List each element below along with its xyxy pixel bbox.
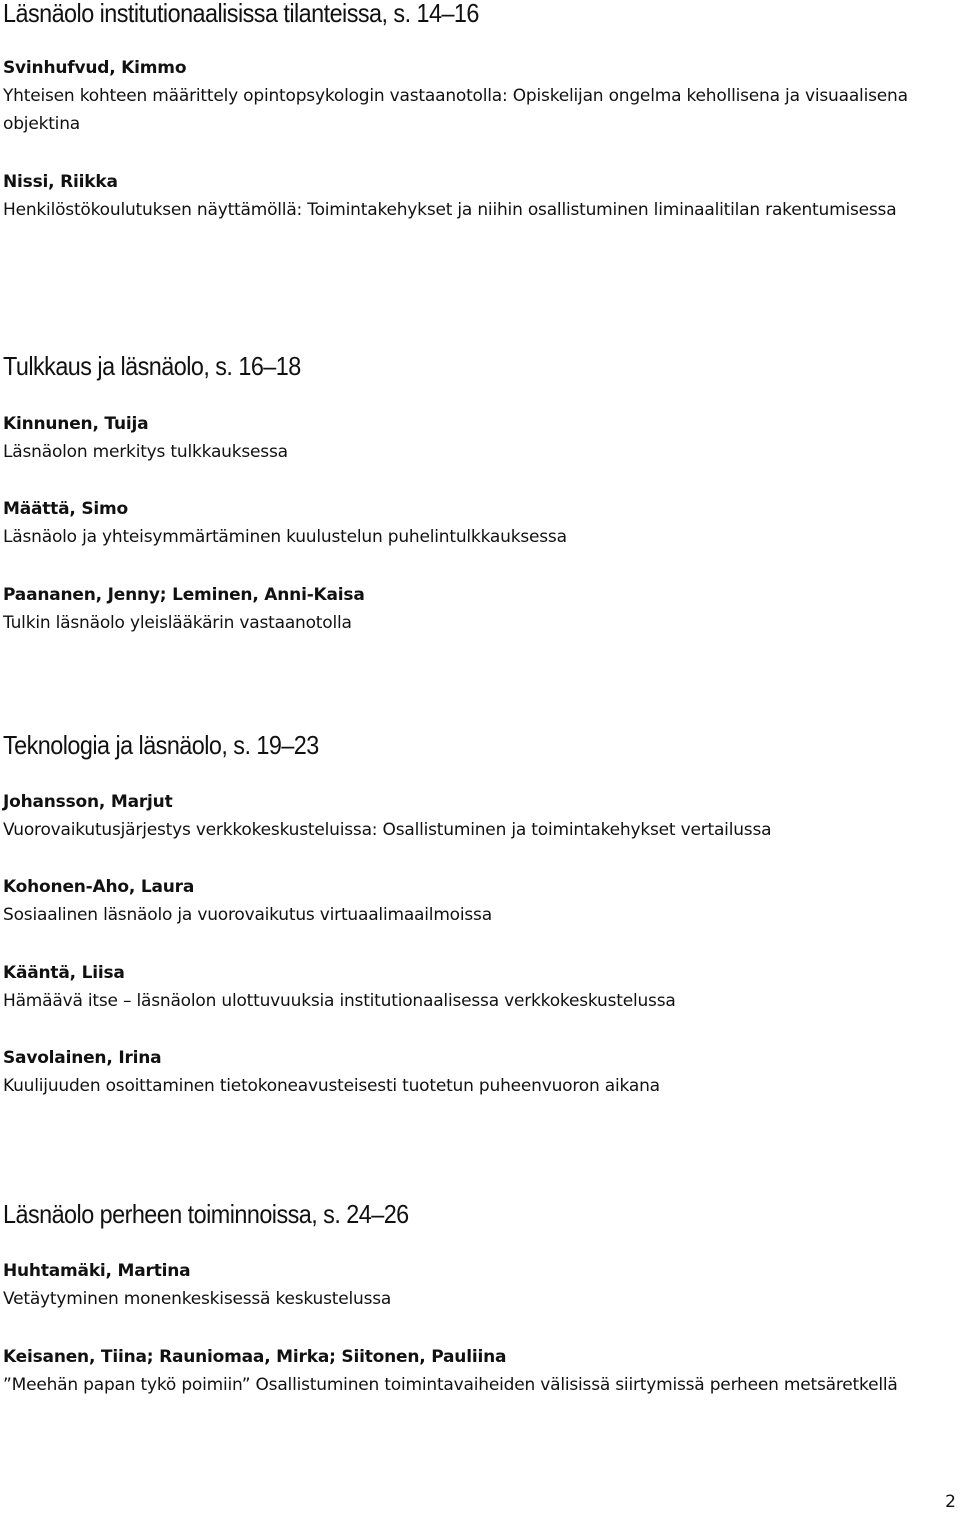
entry-title: Vuorovaikutusjärjestys verkkokeskusteluissa: Osallistuminen ja toimintakehykset vertailussa bbox=[3, 820, 772, 840]
entry-title: Sosiaalinen läsnäolo ja vuorovaikutus virtuaalimaailmoissa bbox=[3, 905, 492, 925]
entry-author: Paananen, Jenny; Leminen, Anni-Kaisa bbox=[3, 585, 365, 605]
list-item bbox=[3, 959, 943, 1015]
list-item bbox=[3, 581, 943, 637]
entry-author: Svinhufvud, Kimmo bbox=[3, 58, 187, 78]
list-item bbox=[3, 1257, 943, 1313]
list-item bbox=[3, 1044, 943, 1100]
entry-author: Savolainen, Irina bbox=[3, 1048, 162, 1068]
entry-author: Keisanen, Tiina; Rauniomaa, Mirka; Siitonen, Pauliina bbox=[3, 1347, 507, 1367]
list-item bbox=[3, 788, 943, 844]
section-heading: Tulkkaus ja läsnäolo, s. 16–18 bbox=[3, 351, 301, 381]
entry-author: Kohonen-Aho, Laura bbox=[3, 877, 195, 897]
entry-title: Henkilöstökoulutuksen näyttämöllä: Toimintakehykset ja niihin osallistuminen liminaalitilan rakentumisessa bbox=[3, 200, 897, 220]
entry-title: Vetäytyminen monenkeskisessä keskustelussa bbox=[3, 1289, 392, 1309]
section-heading: Läsnäolo institutionaalisissa tilanteissa, s. 14–16 bbox=[3, 0, 479, 28]
entry-author: Johansson, Marjut bbox=[3, 792, 173, 812]
entry-author: Kinnunen, Tuija bbox=[3, 414, 149, 434]
entry-title: Läsnäolo ja yhteisymmärtäminen kuulustelun puhelintulkkauksessa bbox=[3, 527, 567, 547]
entry-title: Läsnäolon merkitys tulkkauksessa bbox=[3, 442, 288, 462]
list-item bbox=[3, 168, 943, 224]
list-item bbox=[3, 1343, 943, 1399]
entry-title: Yhteisen kohteen määrittely opintopsykologin vastaanotolla: Opiskelijan ongelma kehollisena ja visuaalisena objektina bbox=[3, 86, 908, 134]
list-item bbox=[3, 54, 943, 138]
entry-title: Tulkin läsnäolo yleislääkärin vastaanotolla bbox=[3, 613, 352, 633]
entry-author: Määttä, Simo bbox=[3, 499, 129, 519]
list-item bbox=[3, 495, 943, 551]
section-heading: Teknologia ja läsnäolo, s. 19–23 bbox=[3, 730, 319, 760]
entry-author: Kääntä, Liisa bbox=[3, 963, 125, 983]
entry-title: Kuulijuuden osoittaminen tietokoneavusteisesti tuotetun puheenvuoron aikana bbox=[3, 1076, 660, 1096]
list-item bbox=[3, 410, 943, 466]
entry-title: Hämäävä itse – läsnäolon ulottuvuuksia institutionaalisessa verkkokeskustelussa bbox=[3, 991, 676, 1011]
page-number: 2 bbox=[945, 1492, 956, 1512]
entry-author: Nissi, Riikka bbox=[3, 172, 118, 192]
entry-title: ”Meehän papan tykö poimiin” Osallistuminen toimintavaiheiden välisissä siirtymissä perheen metsäretkellä bbox=[3, 1375, 898, 1395]
list-item bbox=[3, 873, 943, 929]
section-heading: Läsnäolo perheen toiminnoissa, s. 24–26 bbox=[3, 1199, 409, 1229]
entry-author: Huhtamäki, Martina bbox=[3, 1261, 191, 1281]
